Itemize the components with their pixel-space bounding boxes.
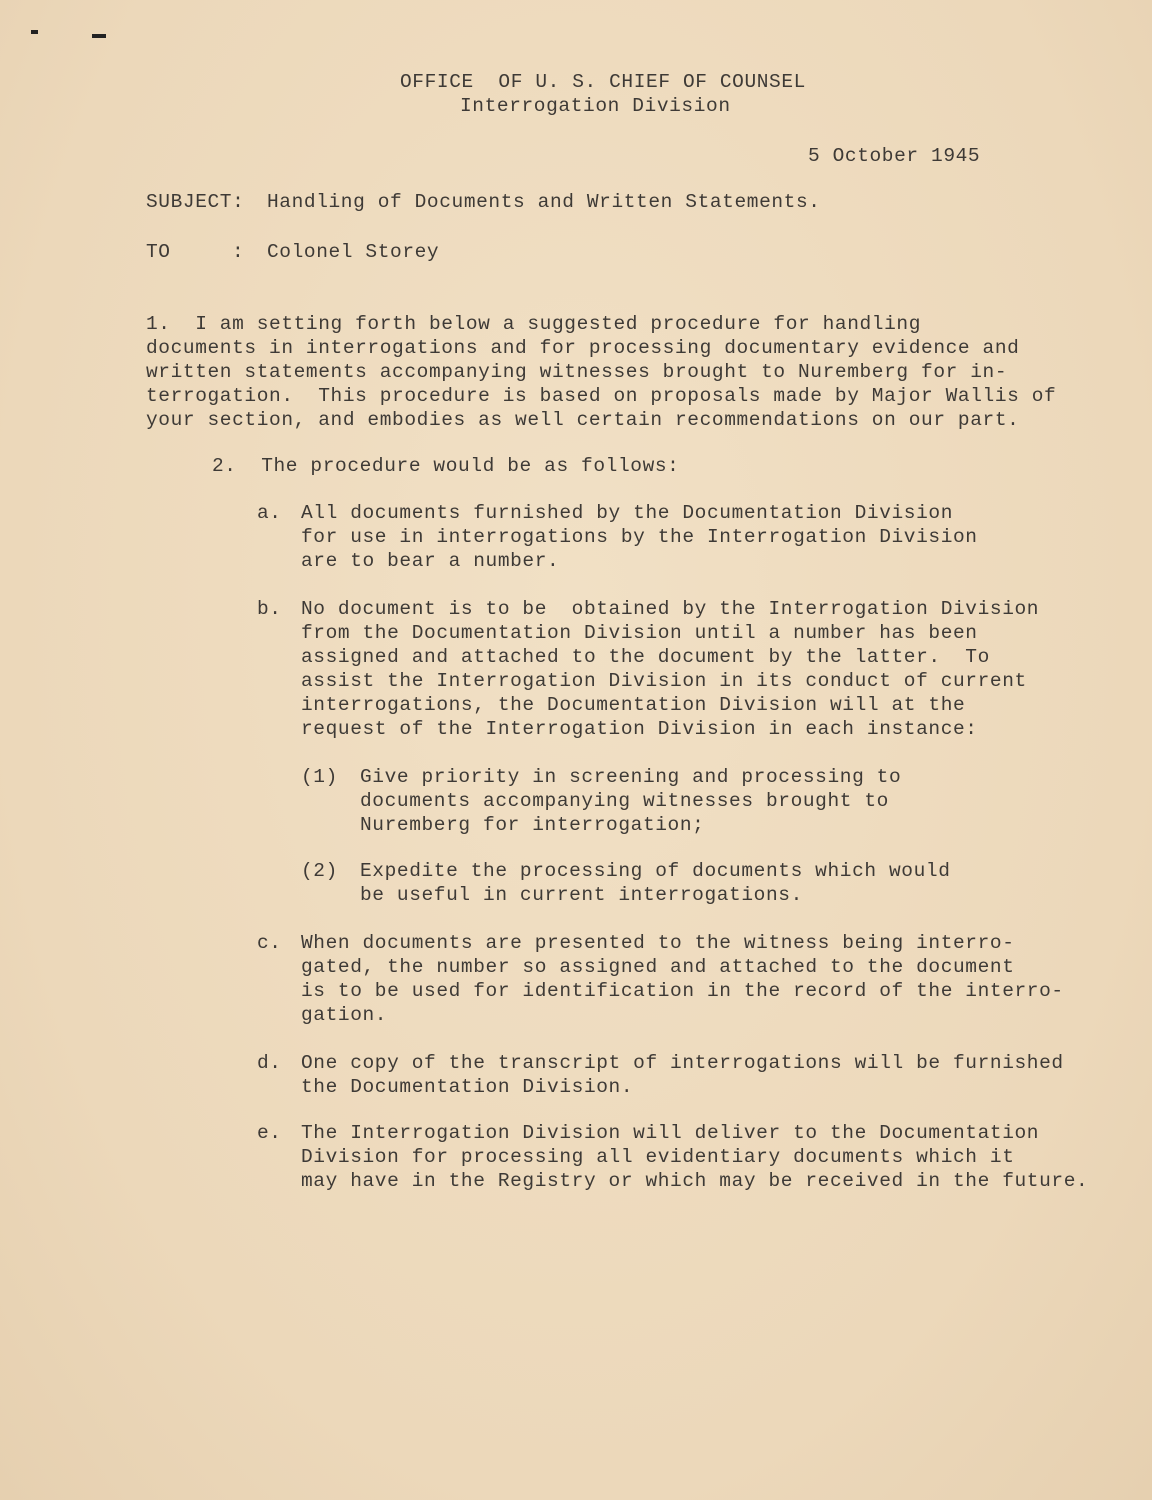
item-b2-text: Expedite the processing of documents which would be useful in current interrogations.: [360, 860, 951, 906]
item-a-label: a.: [257, 502, 282, 524]
item-b2-label: (2): [301, 860, 338, 882]
paragraph-1: 1. I am setting forth below a suggested procedure for handling documents in interrogations and for processing documentary evidence and written statements accompanying witnesses brought to Nuremberg for in- terrogation. This procedure is based on proposals made by Major Wallis of your section, and embodies as well certain recommendations on our part.: [146, 313, 1057, 431]
item-c-text: When documents are presented to the witness being interro- gated, the number so assigned and attached to the document is to be used for identification in the record of the interro- gation.: [301, 932, 1064, 1026]
item-a-text: All documents furnished by the Documentation Division for use in interrogations by the Interrogation Division are to bear a number.: [301, 502, 978, 572]
subject-text: Handling of Documents and Written Statements.: [267, 191, 821, 213]
item-d-label: d.: [257, 1052, 282, 1074]
item-b1-label: (1): [301, 766, 338, 788]
item-e-text: The Interrogation Division will deliver to the Documentation Division for processing all evidentiary documents which it may have in the Registry or which may be received in the future.: [301, 1122, 1089, 1192]
document-date: 5 October 1945: [808, 145, 981, 167]
office-heading: OFFICE OF U. S. CHIEF OF COUNSEL: [400, 71, 806, 93]
subject-label: SUBJECT:: [146, 191, 245, 213]
item-b1-text: Give priority in screening and processing to documents accompanying witnesses brought to Nuremberg for interrogation;: [360, 766, 902, 836]
item-e-label: e.: [257, 1122, 282, 1144]
to-recipient: Colonel Storey: [267, 241, 440, 263]
item-d-text: One copy of the transcript of interrogations will be furnished the Documentation Division.: [301, 1052, 1064, 1098]
division-heading: Interrogation Division: [460, 95, 731, 117]
to-label: TO: [146, 241, 171, 263]
paragraph-2: 2. The procedure would be as follows:: [212, 455, 680, 477]
scan-mark: [31, 30, 38, 34]
to-colon: :: [232, 241, 245, 263]
item-b-label: b.: [257, 598, 282, 620]
item-c-label: c.: [257, 932, 282, 954]
item-b-text: No document is to be obtained by the Interrogation Division from the Documentation Division until a number has been assigned and attached to the document by the latter. To assist the Interrogation Division in its conduct of current interrogations, the Documentation Division will at the request of the Interrogation Division in each instance:: [301, 598, 1040, 740]
scan-mark: [92, 34, 106, 38]
